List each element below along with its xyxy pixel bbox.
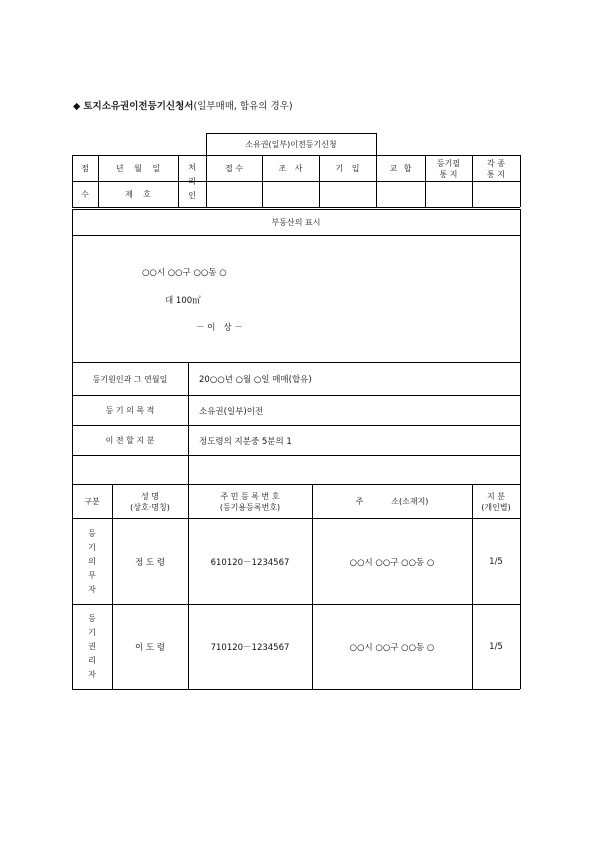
header-address: 주 소(소재지)	[355, 497, 429, 506]
property-address: ○○시 ○○구 ○○동 ○	[142, 268, 227, 278]
label-date: 년 월 일	[115, 164, 161, 173]
label-gyohap: 교 합	[389, 164, 412, 173]
label-gakjong: 각 종 통 지	[487, 158, 505, 179]
receipt-header: 소유권(일부)이전등기신청	[245, 140, 337, 149]
obligor-id: 610120－1234567	[210, 557, 290, 568]
right-holder-name: 이 도 령	[134, 643, 166, 653]
header-name: 성 명 (상호·명칭)	[130, 491, 170, 512]
share-label: 이 전 할 지 분	[105, 436, 155, 445]
share-value: 정도령의 지분중 5분의 1	[199, 436, 292, 447]
property-end: － 이 상 －	[196, 323, 243, 333]
cause-value: 20○○년 ○월 ○일 매매(합유)	[199, 375, 312, 385]
label-jeopsu: 접 수	[225, 164, 243, 173]
right-holder-address: ○○시 ○○구 ○○동 ○	[349, 643, 435, 653]
label-jeom: 점	[81, 164, 89, 173]
document-title	[73, 98, 293, 112]
role-obligor: 등 기 의 무 자	[88, 528, 96, 594]
title-main: 토지소유권이전등기신청서	[83, 101, 194, 112]
title-sub: (일부매매, 합유의 경우)	[193, 101, 293, 112]
property-header: 부동산의 표시	[271, 218, 321, 227]
header-share: 지 분 (개인별)	[481, 491, 511, 512]
right-holder-share: 1/5	[489, 642, 503, 652]
label-giip: 기 입	[335, 164, 360, 173]
purpose-label: 등 기 의 목 적	[105, 406, 155, 415]
obligor-address: ○○시 ○○구 ○○동 ○	[349, 557, 435, 568]
role-right-holder: 등 기 권 리 자	[88, 614, 96, 679]
label-deunggipil: 등기필 통 지	[436, 158, 461, 179]
label-number: 제 호	[125, 190, 151, 199]
property-land: 대 100㎡	[165, 296, 201, 306]
right-holder-id: 710120－1234567	[210, 643, 290, 653]
label-su: 수	[81, 190, 89, 199]
diamond-bullet-icon: ◆	[73, 101, 81, 112]
header-gubun: 구분	[84, 497, 100, 506]
obligor-share: 1/5	[489, 556, 503, 567]
cause-label: 등기원인과 그 연월일	[92, 374, 168, 384]
purpose-value: 소유권(일부)이전	[199, 406, 264, 417]
header-id: 주 민 등 록 번 호 (등기용등록번호)	[219, 491, 281, 512]
obligor-name: 정 도 령	[134, 557, 166, 568]
label-processor: 처 리 인	[188, 162, 196, 200]
label-josa: 조 사	[278, 164, 303, 173]
